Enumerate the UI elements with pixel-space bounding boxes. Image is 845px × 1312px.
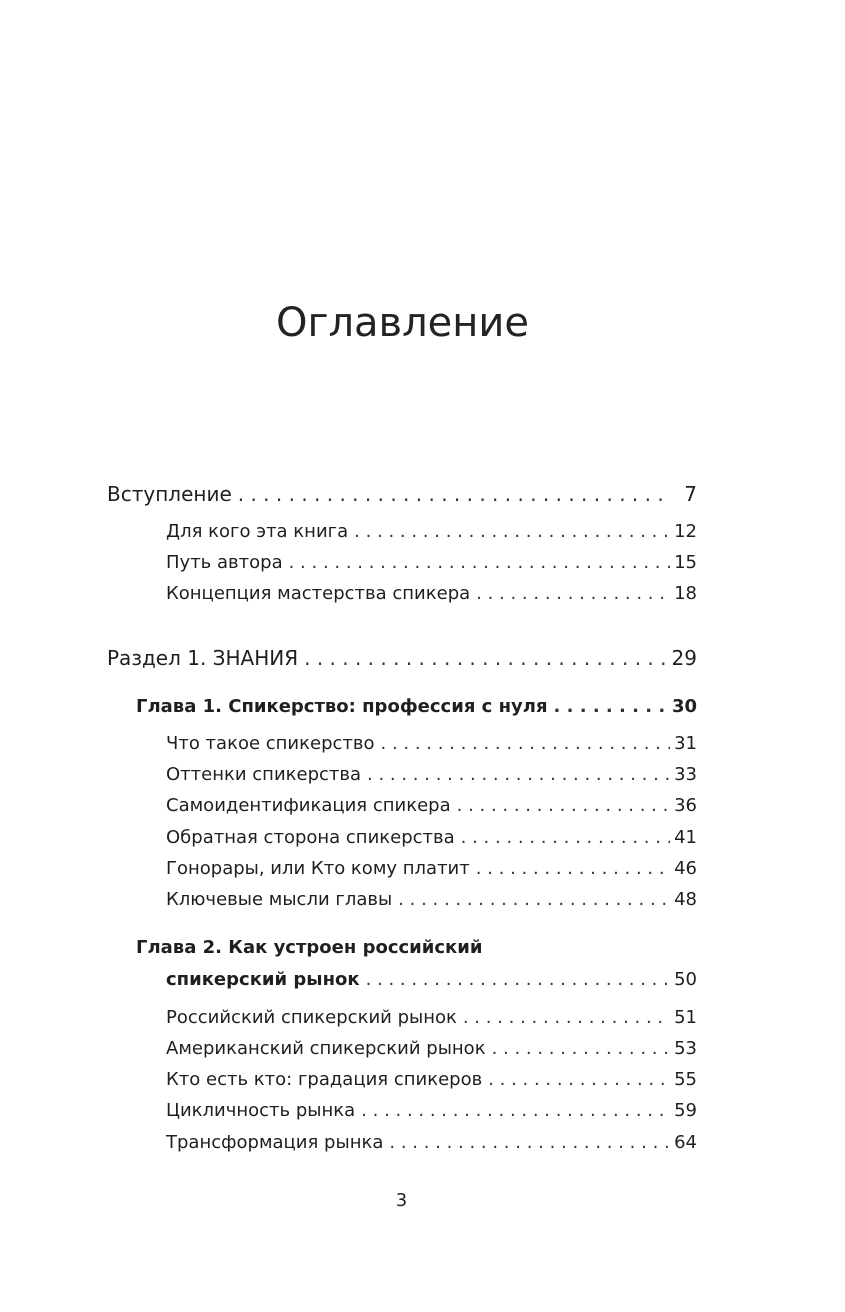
toc-entry[interactable] [166, 1130, 697, 1156]
toc-entry-page: 15 [674, 552, 697, 573]
dot-leader [554, 694, 669, 720]
toc-entry-label: Концепция мастерства спикера [166, 583, 471, 604]
toc-entry-page: 12 [674, 521, 697, 542]
toc-entry[interactable] [166, 581, 697, 607]
toc-entry-page: 46 [674, 858, 697, 879]
toc-entry-label: Что такое спикерство [166, 733, 375, 754]
toc-section-entry[interactable] [107, 645, 697, 671]
dot-leader [389, 1130, 670, 1156]
toc-entry-page: 31 [674, 733, 697, 754]
dot-leader [476, 581, 670, 607]
toc-entry-label: Цикличность рынка [166, 1100, 356, 1121]
page-title: Оглавление [275, 300, 530, 346]
toc-entry[interactable] [166, 1036, 697, 1062]
toc-entry-page: 18 [674, 583, 697, 604]
toc-entry-page: 7 [684, 482, 697, 506]
toc-entry-page: 36 [674, 795, 697, 816]
toc-entry-page: 55 [674, 1069, 697, 1090]
toc-chapter-entry[interactable] [166, 967, 697, 993]
toc-entry[interactable] [166, 519, 697, 545]
toc-entry-label: спикерский рынок [166, 969, 360, 990]
toc-entry[interactable] [166, 731, 697, 757]
toc-entry-label: Глава 1. Спикерство: профессия с нуля [136, 696, 548, 717]
toc-entry[interactable] [166, 825, 697, 851]
toc-entry-page: 29 [671, 646, 697, 670]
toc-entry-label: Раздел 1. ЗНАНИЯ [107, 646, 299, 670]
dot-leader [457, 793, 670, 819]
toc-entry-label: Вступление [107, 482, 232, 506]
toc-entry[interactable] [166, 887, 697, 913]
toc-entry-label: Гонорары, или Кто кому платит [166, 858, 470, 879]
toc-entry[interactable] [166, 1067, 697, 1093]
toc-entry-label: Обратная сторона спикерства [166, 827, 455, 848]
toc-entry-label: Кто есть кто: градация спикеров [166, 1069, 483, 1090]
toc-entry-page: 41 [674, 827, 697, 848]
toc-entry-page: 51 [674, 1007, 697, 1028]
toc-entry-label: Американский спикерский рынок [166, 1038, 486, 1059]
toc-entry-page: 59 [674, 1100, 697, 1121]
dot-leader [361, 1098, 670, 1124]
toc-entry-page: 33 [674, 764, 697, 785]
dot-leader [381, 731, 671, 757]
dot-leader [366, 967, 670, 993]
dot-leader [354, 519, 670, 545]
dot-leader [463, 1005, 670, 1031]
toc-entry-page: 48 [674, 889, 697, 910]
toc-chapter-entry[interactable] [136, 694, 697, 720]
toc-entry-label: Трансформация рынка [166, 1132, 384, 1153]
dot-leader [488, 1067, 670, 1093]
dot-leader [398, 887, 670, 913]
toc-entry-label: Для кого эта книга [166, 521, 349, 542]
toc-entry-label: Российский спикерский рынок [166, 1007, 457, 1028]
toc-chapter-heading-line[interactable]: Глава 2. Как устроен российский [136, 937, 483, 958]
toc-entry-page: 50 [674, 969, 697, 990]
toc-entry-label: Путь автора [166, 552, 283, 573]
dot-leader [476, 856, 670, 882]
toc-entry[interactable] [166, 762, 697, 788]
toc-entry[interactable] [166, 1005, 697, 1031]
toc-entry[interactable] [166, 856, 697, 882]
toc-entry-page: 64 [674, 1132, 697, 1153]
dot-leader [304, 645, 668, 671]
dot-leader [492, 1036, 670, 1062]
toc-entry-label: Оттенки спикерства [166, 764, 362, 785]
page-number: 3 [395, 1190, 408, 1211]
dot-leader [289, 550, 670, 576]
dot-leader [238, 481, 670, 507]
toc-entry-label: Самоидентификация спикера [166, 795, 451, 816]
dot-leader [367, 762, 670, 788]
dot-leader [461, 825, 670, 851]
toc-entry[interactable] [166, 793, 697, 819]
toc-entry[interactable] [166, 550, 697, 576]
toc-entry-page: 53 [674, 1038, 697, 1059]
toc-entry[interactable] [107, 481, 697, 507]
toc-entry[interactable] [166, 1098, 697, 1124]
toc-entry-label: Ключевые мысли главы [166, 889, 393, 910]
toc-entry-page: 30 [671, 696, 697, 717]
